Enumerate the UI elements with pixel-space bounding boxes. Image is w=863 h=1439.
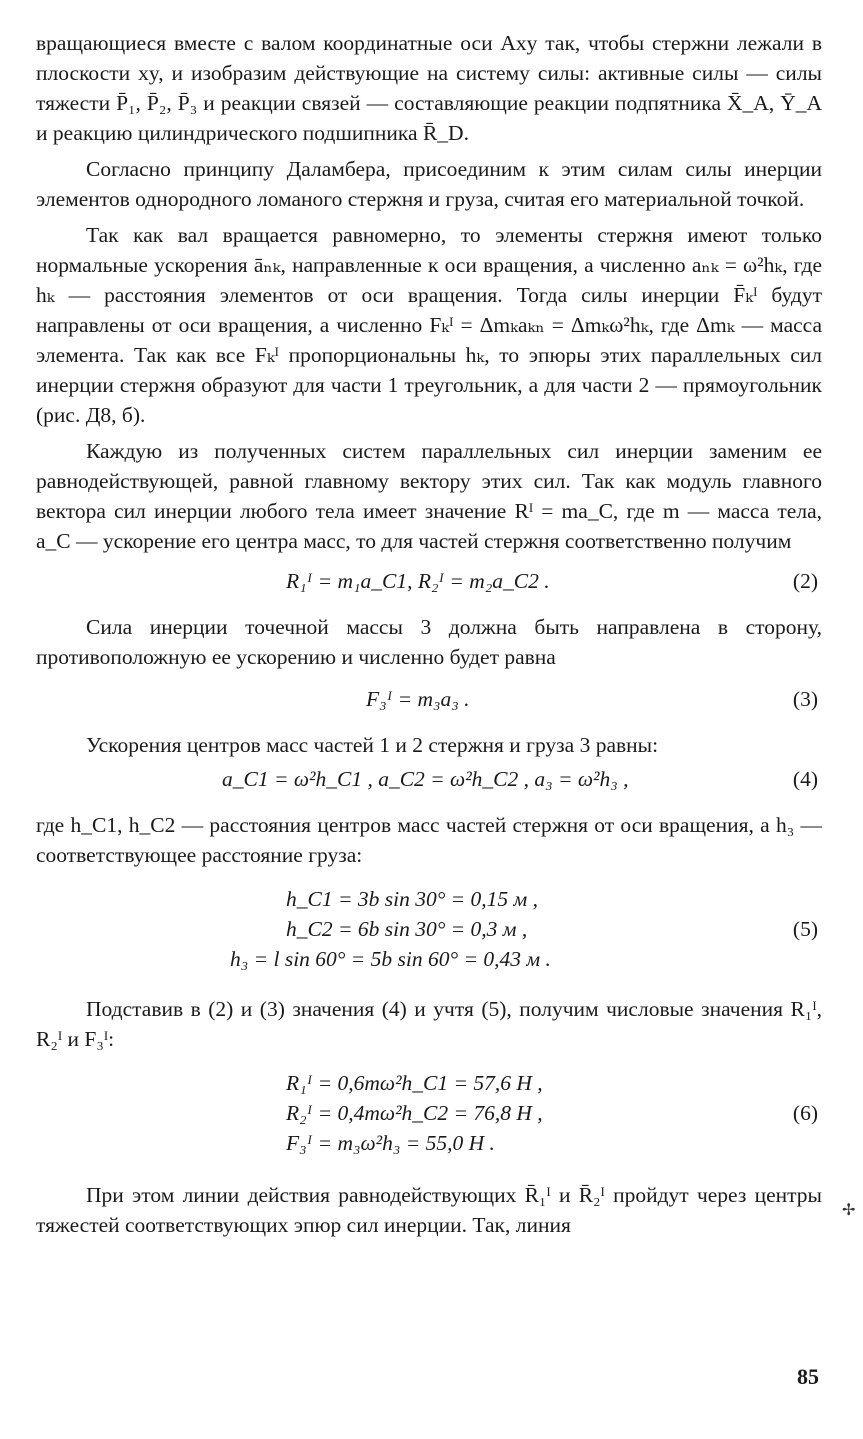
equation-3-formula: F₃ᴵ = m₃a₃ . xyxy=(366,687,470,711)
equation-5-line-1-text: h_C1 = 3b sin 30° = 0,15 м , xyxy=(286,887,539,911)
page-number: 85 xyxy=(797,1364,819,1389)
paragraph-2: Согласно принципу Даламбера, присоединим к этим силам силы инерции элементов однородного ломаного стержня и груза, считая его материальной точкой. xyxy=(36,157,822,211)
equation-3-number: (3) xyxy=(792,687,818,711)
paragraph-7: где h_C1, h_C2 — расстояния центров масс частей стержня от оси вращения, а h₃ — соответствующее расстояние груза: xyxy=(36,813,822,867)
margin-mark-icon: ✢ xyxy=(842,1202,856,1219)
equation-6-line-1 xyxy=(36,1068,822,1098)
equation-4-formula: a_C1 = ω²h_C1 , a_C2 = ω²h_C2 , a₃ = ω²h₃ , xyxy=(222,767,629,791)
page-body xyxy=(36,28,822,1240)
paragraph-9: При этом линии действия равнодействующих R̄₁ᴵ и R̄₂ᴵ пройдут через центры тяжестей соответствующих эпюр сил инерции. Так, линия xyxy=(36,1183,822,1237)
paragraph-3: Так как вал вращается равномерно, то элементы стержня имеют только нормальные ускорения āₙₖ, направленные к оси вращения, а численно aₙₖ = ω²hₖ, где hₖ — расстояния элементов от оси вращения. Тогда силы инерции F̄ₖᴵ будут направлены от оси вращения, а численно Fₖᴵ = Δmₖaₖₙ = Δmₖω²hₖ, где Δmₖ — масса элемента. Так как все Fₖᴵ пропорциональны hₖ, то эпюры этих параллельных сил инерции стержня образуют для части 1 треугольник, а для части 2 — прямоугольник (рис. Д8, б). xyxy=(36,223,822,427)
equation-6-line-2 xyxy=(36,1098,822,1128)
paragraph-5: Сила инерции точечной массы 3 должна быть направлена в сторону, противоположную ее ускорению и численно будет равна xyxy=(36,615,822,669)
equation-2 xyxy=(36,566,822,596)
paragraph-6: Ускорения центров масс частей 1 и 2 стержня и груза 3 равны: xyxy=(86,733,659,757)
paragraph-4: Каждую из полученных систем параллельных сил инерции заменим ее равнодействующей, равной главному вектору этих сил. Так как модуль главного вектора сил инерции любого тела имеет значение Rᴵ = ma_C, где m — масса тела, a_C — ускорение его центра масс, то для частей стержня соответственно получим xyxy=(36,439,822,553)
equation-4 xyxy=(36,764,822,794)
equation-6-line-1-text: R₁ᴵ = 0,6mω²h_C1 = 57,6 Н , xyxy=(286,1071,543,1095)
equation-5 xyxy=(36,884,822,976)
equation-5-number: (5) xyxy=(792,917,818,941)
paragraph-8: Подставив в (2) и (3) значения (4) и учтя (5), получим числовые значения R₁ᴵ, R₂ᴵ и F₃ᴵ: xyxy=(36,997,822,1051)
equation-5-line-1 xyxy=(36,884,822,914)
equation-4-number: (4) xyxy=(792,767,818,791)
equation-2-formula: R₁ᴵ = m₁a_C1, R₂ᴵ = m₂a_C2 . xyxy=(286,569,550,593)
equation-5-line-3 xyxy=(36,944,822,974)
equation-3 xyxy=(36,684,822,714)
equation-6-line-3-text: F₃ᴵ = m₃ω²h₃ = 55,0 Н . xyxy=(286,1131,495,1155)
paragraph-1: вращающиеся вместе с валом координатные оси Axy так, чтобы стержни лежали в плоскости xy, и изобразим действующие на систему силы: активные силы — силы тяжести P̄₁, P̄₂, P̄₃ и реакции связей — составляющие реакции подпятника X̄_A, Ȳ_A и реакцию цилиндрического подшипника R̄_D. xyxy=(36,31,822,145)
equation-6 xyxy=(36,1068,822,1160)
equation-6-line-3 xyxy=(36,1128,822,1158)
equation-5-line-3-text: h₃ = l sin 60° = 5b sin 60° = 0,43 м . xyxy=(230,947,551,971)
equation-6-number: (6) xyxy=(792,1101,818,1125)
equation-5-line-2 xyxy=(36,914,822,944)
equation-2-number: (2) xyxy=(792,569,818,593)
equation-5-line-2-text: h_C2 = 6b sin 30° = 0,3 м , xyxy=(286,917,528,941)
equation-6-line-2-text: R₂ᴵ = 0,4mω²h_C2 = 76,8 Н , xyxy=(286,1101,543,1125)
